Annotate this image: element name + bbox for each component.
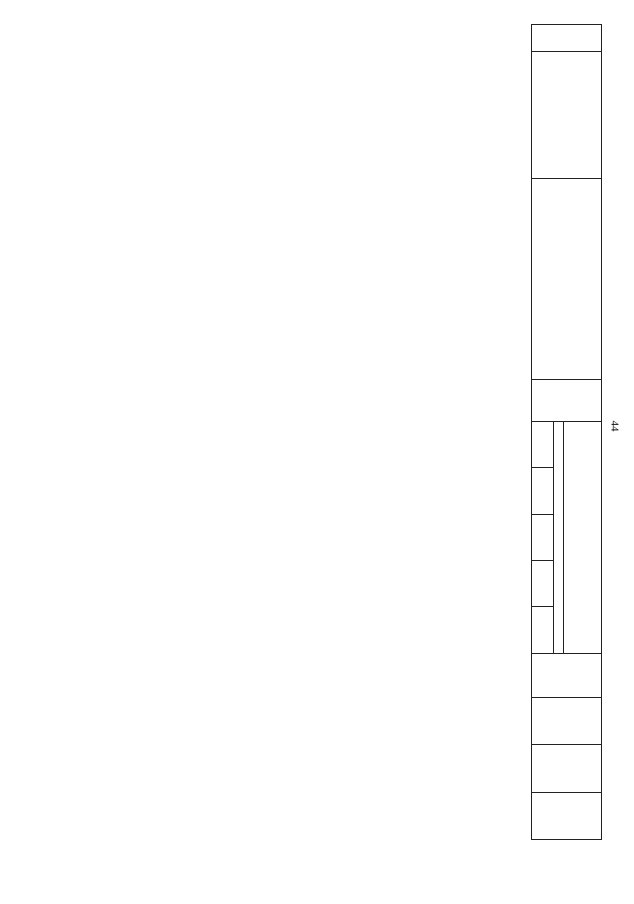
header-utility-4: [532, 560, 554, 606]
page-number: 44: [608, 420, 621, 432]
header-other-2: [532, 698, 602, 744]
header-other-3: [532, 744, 602, 793]
header-utilities-group: [564, 421, 602, 653]
header-utility-3: [532, 514, 554, 560]
rotated-table-viewport: [36, 24, 602, 886]
table-body: [37, 25, 532, 886]
header-num: [532, 25, 602, 52]
rotated-table-container: [36, 24, 602, 886]
header-area: [532, 379, 602, 421]
header-address: [532, 179, 602, 379]
header-municipality: [532, 52, 602, 179]
header-utility-2: [532, 468, 554, 514]
header-other-4: [532, 793, 602, 839]
repair-schedule-table: [36, 24, 602, 886]
header-utility-5: [532, 607, 554, 653]
header-other-1: [532, 653, 602, 697]
header-utilities-subgroup: [554, 421, 564, 653]
header-utility-1: [532, 421, 554, 467]
